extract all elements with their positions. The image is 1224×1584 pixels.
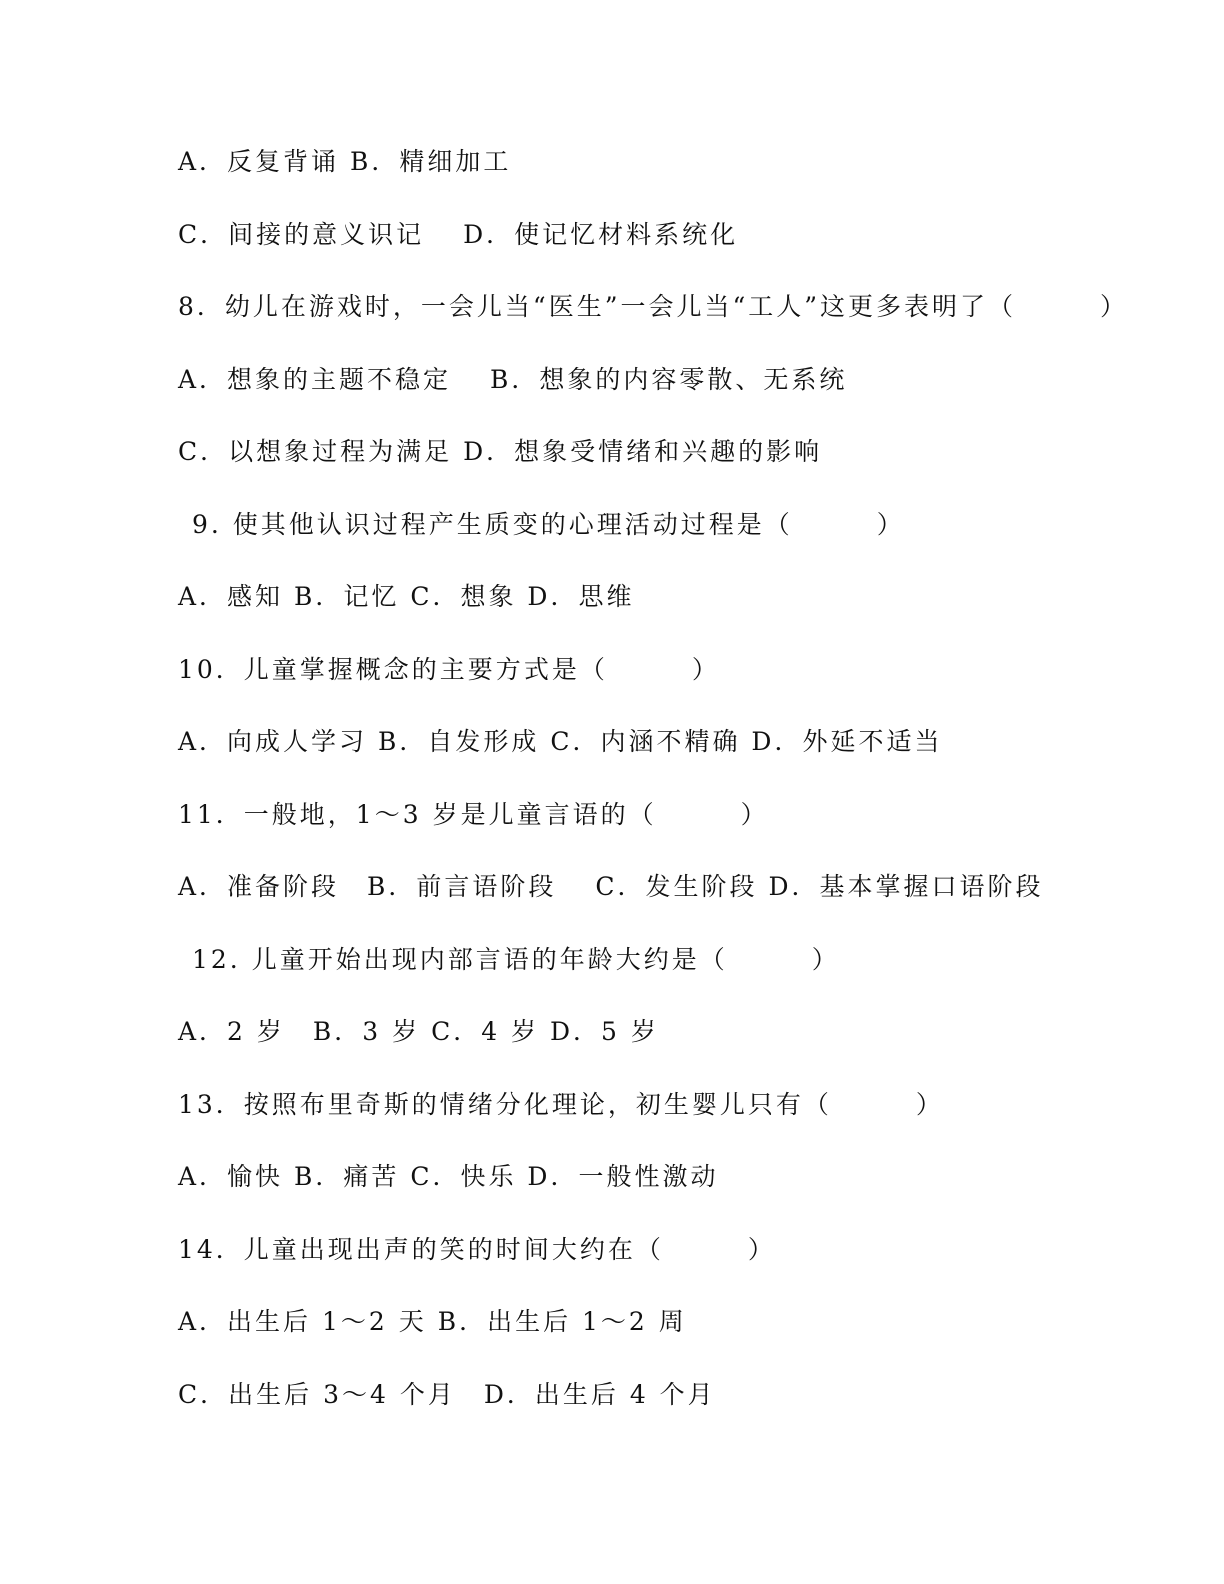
option-line-q7-cd: C．间接的意义识记 D．使记忆材料系统化 [178, 220, 739, 249]
option-line-q8-cd: C．以想象过程为满足 D．想象受情绪和兴趣的影响 [178, 437, 823, 466]
option-line-q11: A．准备阶段 B．前言语阶段 C．发生阶段 D．基本掌握口语阶段 [178, 872, 1044, 901]
option-line-q14-cd: C．出生后 3～4 个月 D．出生后 4 个月 [178, 1380, 716, 1409]
question-13: 13．按照布里奇斯的情绪分化理论，初生婴儿只有（ ） [178, 1090, 944, 1119]
question-11: 11．一般地，1～3 岁是儿童言语的（ ） [178, 800, 769, 829]
option-line-q8-ab: A．想象的主题不稳定 B．想象的内容零散、无系统 [178, 365, 848, 394]
option-line-q14-ab: A．出生后 1～2 天 B．出生后 1～2 周 [178, 1307, 687, 1336]
option-line-q7-ab: A．反复背诵 B．精细加工 [178, 147, 512, 176]
question-10: 10．儿童掌握概念的主要方式是（ ） [178, 655, 720, 684]
option-line-q9: A．感知 B．记忆 C．想象 D．思维 [178, 582, 635, 611]
question-9: 9. 使其他认识过程产生质变的心理活动过程是（ ） [192, 510, 905, 539]
option-line-q12: A．2 岁 B．3 岁 C．4 岁 D．5 岁 [178, 1017, 659, 1046]
question-8: 8．幼儿在游戏时，一会儿当“医生”一会儿当“工人”这更多表明了（ ） [178, 292, 1129, 321]
question-14: 14．儿童出现出声的笑的时间大约在（ ） [178, 1235, 776, 1264]
option-line-q10: A．向成人学习 B．自发形成 C．内涵不精确 D．外延不适当 [178, 727, 943, 756]
option-line-q13: A．愉快 B．痛苦 C．快乐 D．一般性激动 [178, 1162, 719, 1191]
question-12: 12. 儿童开始出现内部言语的年龄大约是（ ） [192, 945, 840, 974]
